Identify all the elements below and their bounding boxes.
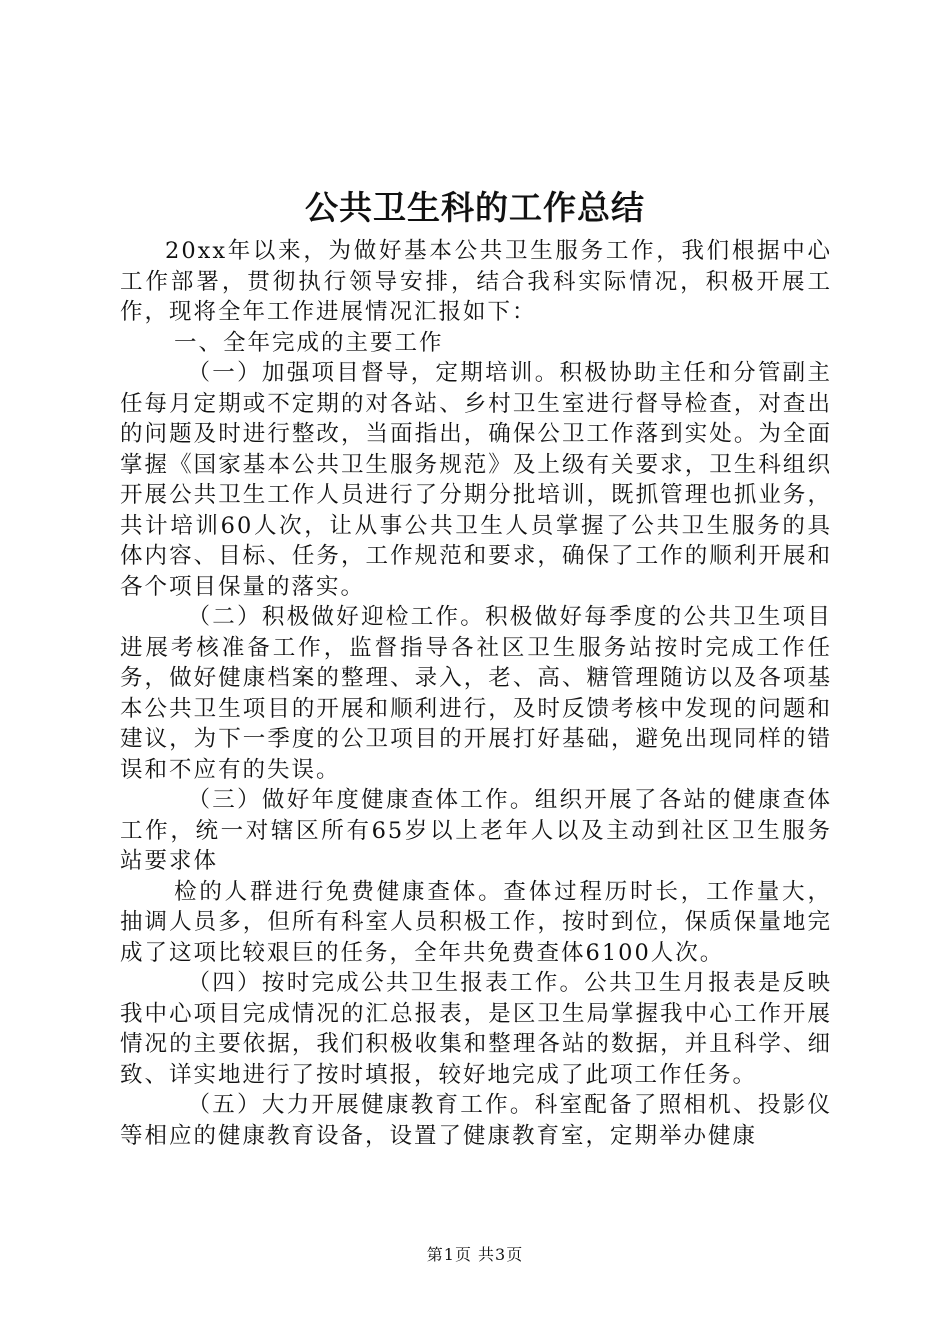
item-3-paragraph: （三）做好年度健康查体工作。组织开展了各站的健康查体工作，统一对辖区所有65岁以上老年人以及主动到社区卫生服务站要求体: [120, 787, 832, 874]
page-footer: [0, 1244, 950, 1266]
page-total: 共3页: [478, 1245, 524, 1264]
item-2-paragraph: （二）积极做好迎检工作。积极做好每季度的公共卫生项目进展考核准备工作，监督指导各社区卫生服务站按时完成工作任务，做好健康档案的整理、录入，老、高、糖管理随访以及各项基本公共卫生项目的开展和顺利进行，及时反馈考核中发现的问题和建议，为下一季度的公卫项目的开展打好基础，避免出现同样的错误和不应有的失误。: [120, 604, 832, 783]
page-number: 第1页: [426, 1245, 472, 1264]
intro-paragraph: 20xx年以来，为做好基本公共卫生服务工作，我们根据中心工作部署，贯彻执行领导安排，结合我科实际情况，积极开展工作，现将全年工作进展情况汇报如下：: [120, 238, 832, 325]
section-heading: 一、全年完成的主要工作: [174, 329, 444, 356]
document-title: 公共卫生科的工作总结: [305, 188, 645, 227]
item-3-continuation: 检的人群进行免费健康查体。查体过程历时长，工作量大，抽调人员多，但所有科室人员积极工作，按时到位，保质保量地完成了这项比较艰巨的任务，全年共免费查体6100人次。: [120, 878, 832, 966]
item-5-paragraph: （五）大力开展健康教育工作。科室配备了照相机、投影仪等相应的健康教育设备，设置了健康教育室，定期举办健康: [120, 1092, 832, 1149]
item-4-paragraph: （四）按时完成公共卫生报表工作。公共卫生月报表是反映我中心项目完成情况的汇总报表，是区卫生局掌握我中心工作开展情况的主要依据，我们积极收集和整理各站的数据，并且科学、细致、详实地进行了按时填报，较好地完成了此项工作任务。: [120, 970, 832, 1088]
item-1-paragraph: （一）加强项目督导，定期培训。积极协助主任和分管副主任每月定期或不定期的对各站、乡村卫生室进行督导检查，对查出的问题及时进行整改，当面指出，确保公卫工作落到实处。为全面掌握《国家基本公共卫生服务规范》及上级有关要求，卫生科组织开展公共卫生工作人员进行了分期分批培训，既抓管理也抓业务，共计培训60人次，让从事公共卫生人员掌握了公共卫生服务的具体内容、目标、任务，工作规范和要求，确保了工作的顺利开展和各个项目保量的落实。: [120, 360, 832, 600]
document-body: [120, 236, 832, 1151]
